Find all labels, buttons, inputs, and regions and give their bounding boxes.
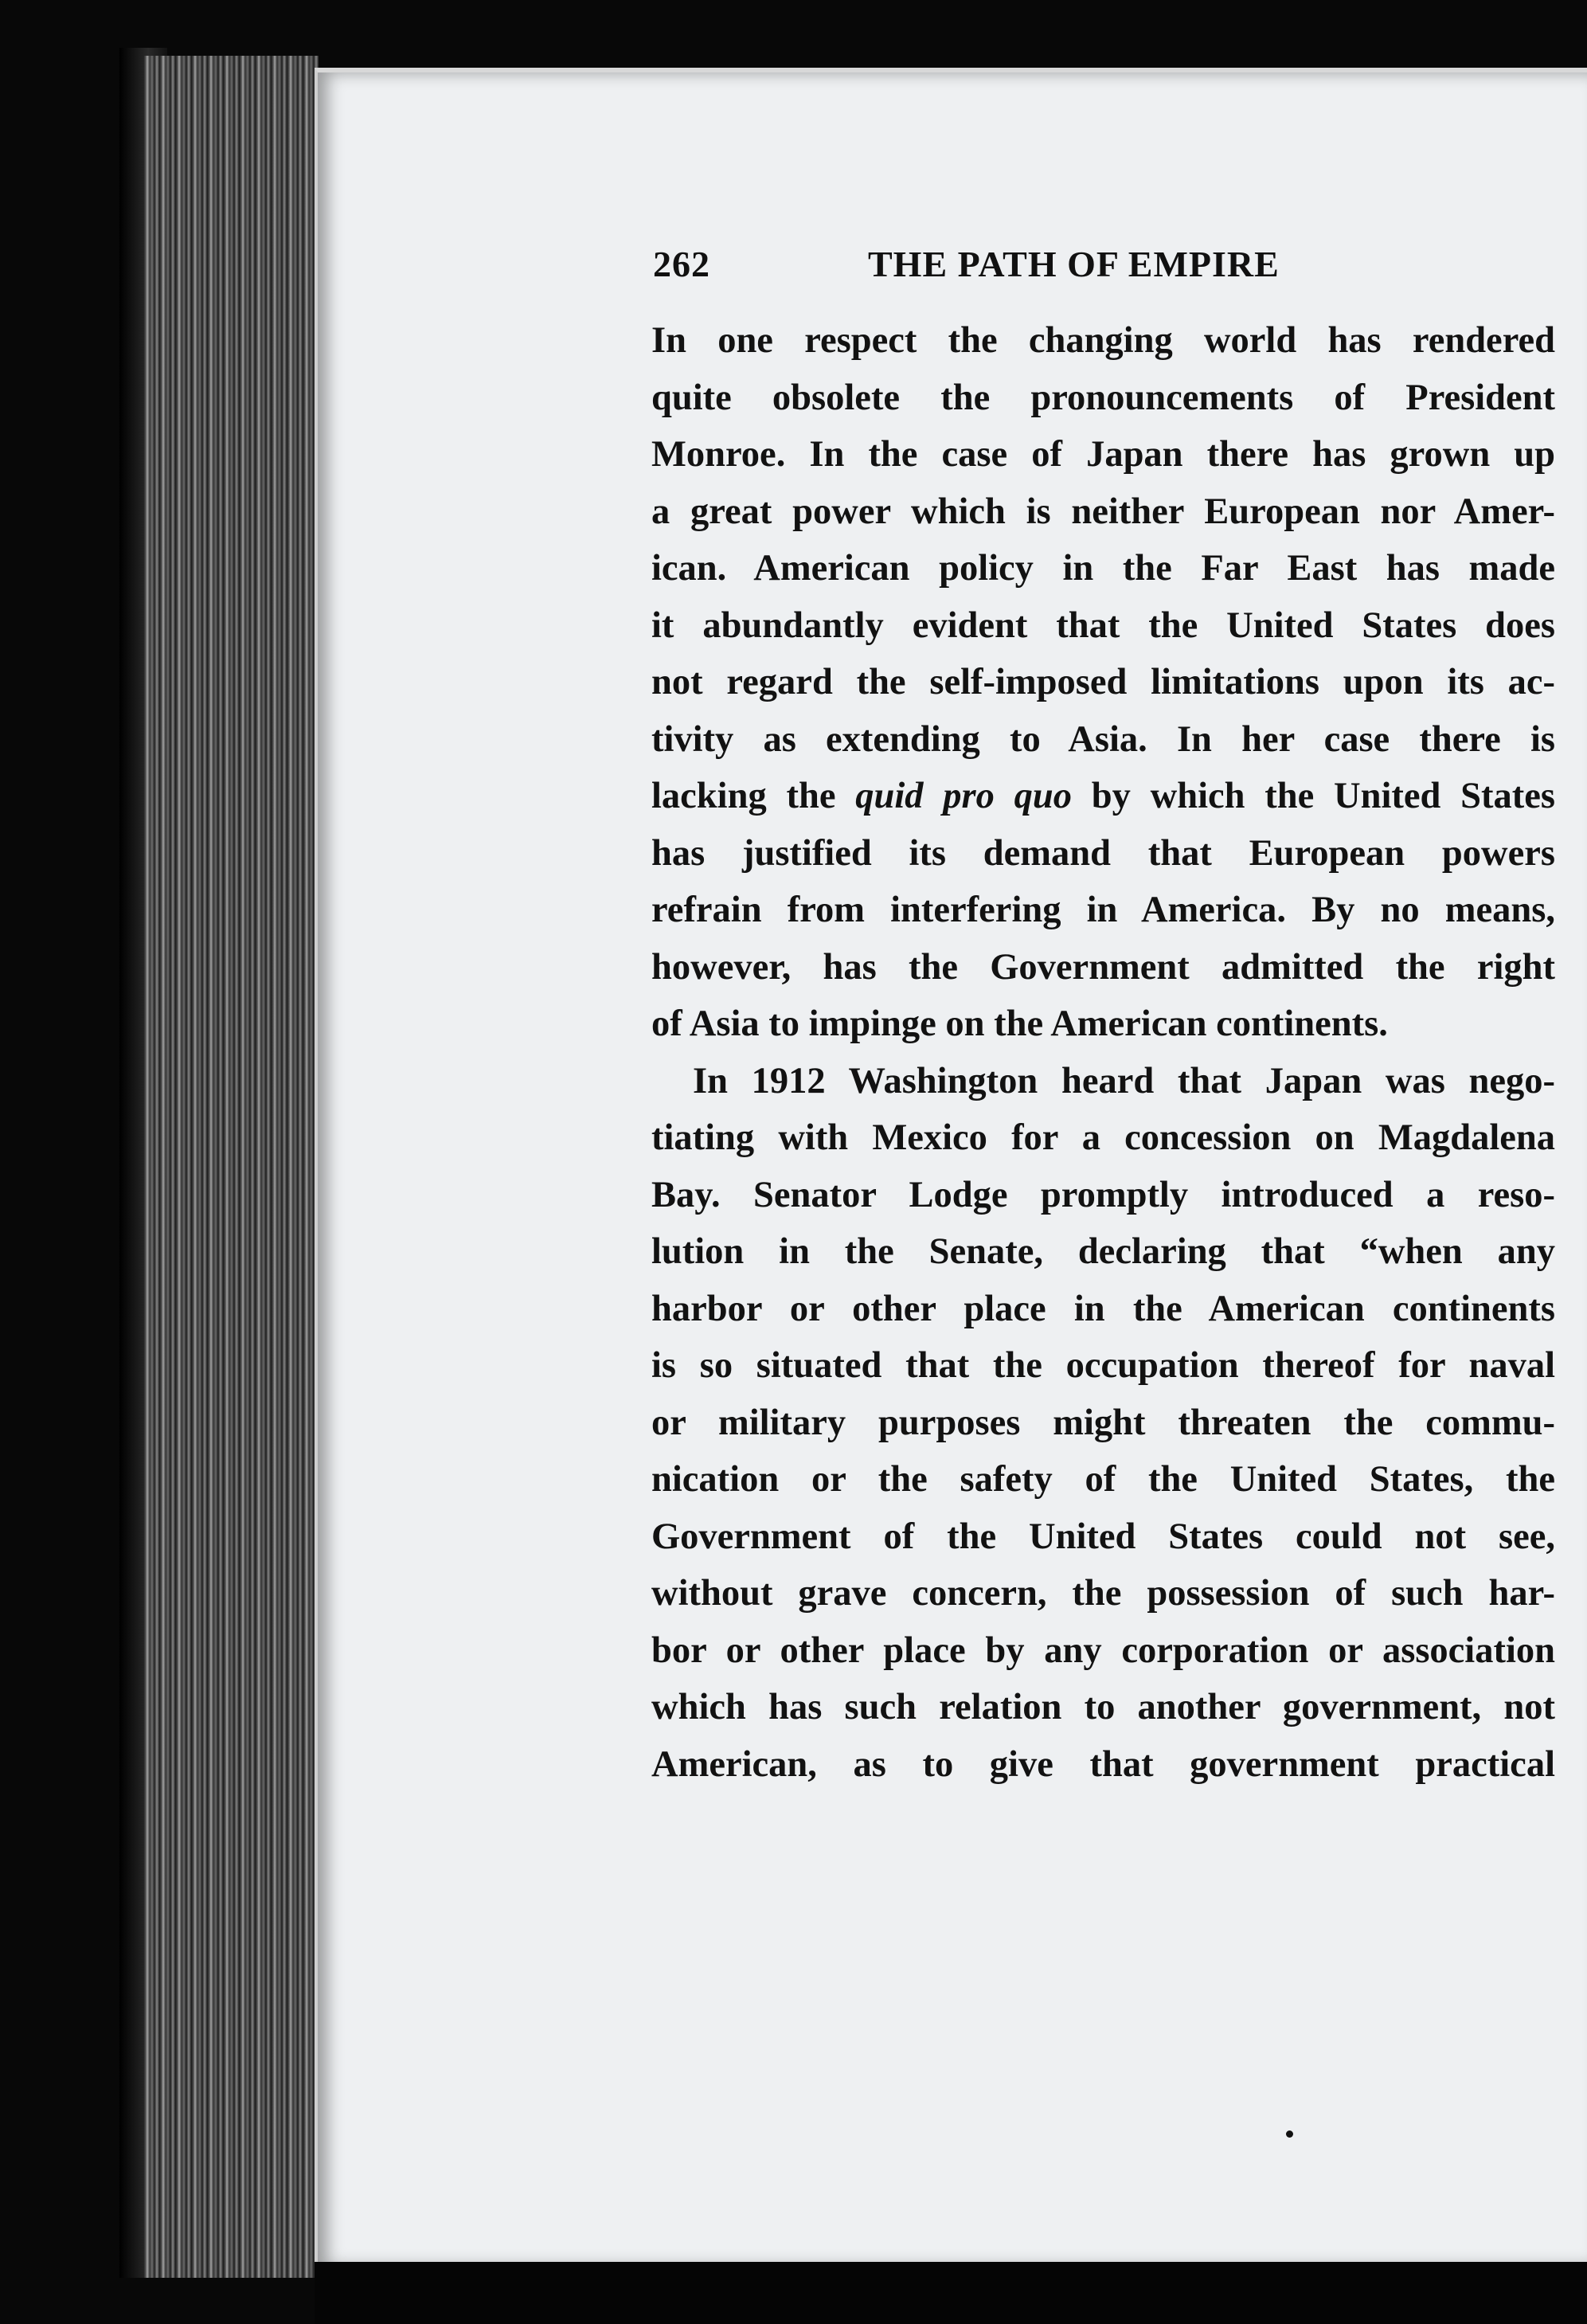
text-line-with-italic: lacking the quid pro quo by which the United States <box>651 776 1555 816</box>
text-line: Bay. Senator Lodge promptly introduced a reso- <box>651 1174 1555 1215</box>
text-line: In 1912 Washington heard that Japan was nego- <box>693 1060 1555 1101</box>
text-line: American, as to give that government practical <box>651 1743 1555 1785</box>
page-edges-stack <box>143 56 319 2278</box>
text-line: Monroe. In the case of Japan there has grown up <box>651 434 1555 475</box>
running-header <box>653 243 1577 291</box>
text-line: ican. American policy in the Far East has made <box>651 548 1555 589</box>
text-line: has justified its demand that European powers <box>651 832 1555 874</box>
text-line: without grave concern, the possession of such har- <box>651 1573 1555 1614</box>
text-line: Government of the United States could not see, <box>651 1516 1555 1557</box>
page-number: 262 <box>653 244 710 284</box>
ink-speck <box>1286 2130 1293 2138</box>
text-line: however, has the Government admitted the right <box>651 946 1555 988</box>
running-title: THE PATH OF EMPIRE <box>868 244 1280 284</box>
text-line: quite obsolete the pronouncements of President <box>651 377 1555 418</box>
text-line: nication or the safety of the United States, the <box>651 1459 1555 1500</box>
text-line: tivity as extending to Asia. In her case there is <box>651 718 1555 760</box>
text-line: not regard the self-imposed limitations upon its ac- <box>651 662 1555 702</box>
text-line: of Asia to impinge on the American continents. <box>651 1004 1388 1044</box>
text-line: refrain from interfering in America. By no means, <box>651 890 1555 930</box>
text-line: or military purposes might threaten the commu- <box>651 1402 1555 1443</box>
text-line: it abundantly evident that the United States does <box>651 604 1555 646</box>
body-text <box>651 312 1555 1793</box>
text-line: bor or other place by any corporation or association <box>651 1630 1555 1671</box>
italic-phrase: quid pro quo <box>855 776 1073 816</box>
text-line: is so situated that the occupation thereof for naval <box>651 1345 1555 1386</box>
text-line: harbor or other place in the American continents <box>651 1288 1555 1329</box>
bottom-margin-dark <box>315 2262 1587 2324</box>
text-line: In one respect the changing world has rendered <box>651 320 1555 361</box>
text-line: tiating with Mexico for a concession on Magdalena <box>651 1117 1555 1158</box>
text-line: a great power which is neither European nor Amer- <box>651 491 1555 532</box>
text-line: which has such relation to another government, not <box>651 1687 1555 1727</box>
text-line: lution in the Senate, declaring that “when any <box>651 1231 1555 1272</box>
